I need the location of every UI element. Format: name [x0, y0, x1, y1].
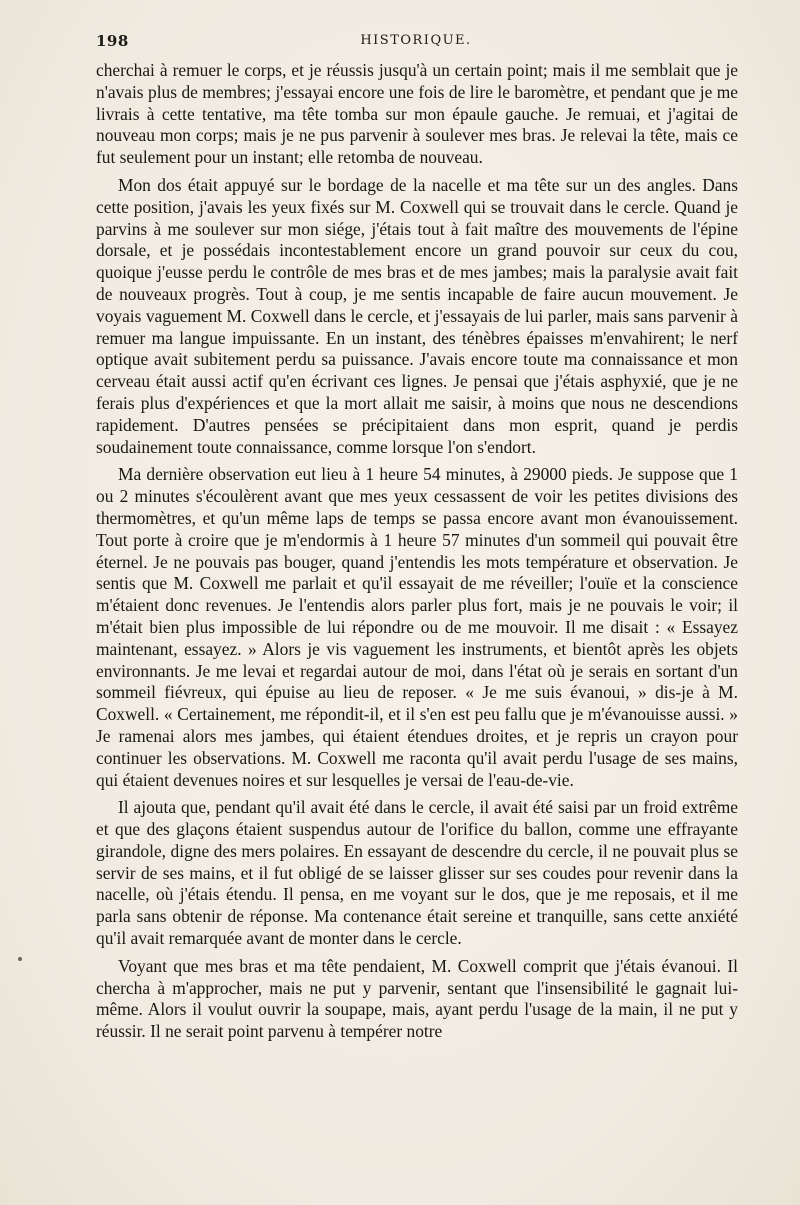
paragraph-3: Ma dernière observation eut lieu à 1 heure 54 minutes, à 29000 pieds. Je suppose que 1 ou 2 minutes s'écoulèrent avant que mes yeux cessassent de voir les petites divisions des thermomètres, et qu'un même laps de temps se passa encore avant mon évanouissement. Tout porte à croire que je m'endormis à 1 heure 57 minutes d'un sommeil qui pouvait être éternel. Je ne pouvais pas bouger, quand j'entendis les mots température et observation. Je sentis que M. Coxwell me parlait et qu'il essayait de me réveiller; l'ouïe et la conscience m'étaient donc revenues. Je l'entendis alors parler plus fort, mais je ne pouvais le voir; il m'était bien plus impossible de lui répondre ou de me mouvoir. Il me disait : « Essayez maintenant, essayez. » Alors je vis vaguement les instruments, et bientôt après les objets environnants. Je me levai et regardai autour de moi, dans l'état où je serais en sortant d'un sommeil fiévreux, qui épuise au lieu de reposer. « Je me suis évanoui, » dis-je à M. Coxwell. « Certainement, me répondit-il, et il s'en est peu fallu que je m'évanouisse aussi. » Je ramenai alors mes jambes, qui étaient étendues droites, et je repris un crayon pour continuer les observations. M. Coxwell me raconta qu'il avait perdu l'usage de ses mains, qui étaient devenues noires et sur lesquelles je versai de l'eau-de-vie.: [96, 464, 738, 790]
paragraph-4: Il ajouta que, pendant qu'il avait été dans le cercle, il avait été saisi par un froid extrême et que des glaçons étaient suspendus autour de l'orifice du ballon, comme une effrayante girandole, digne des mers polaires. En essayant de descendre du cercle, il ne pouvait plus se servir de ses mains, et il fut obligé de se laisser glisser sur ses coudes pour revenir dans la nacelle, où j'étais étendu. Il pensa, en me voyant sur le dos, que je me reposais, et il me parla sans obtenir de réponse. Ma contenance était sereine et tranquille, sans cette anxiété qu'il avait remarquée avant de monter dans le cercle.: [96, 797, 738, 949]
margin-speck: [18, 957, 22, 961]
running-title: HISTORIQUE.: [360, 33, 472, 48]
paragraph-2: Mon dos était appuyé sur le bordage de la nacelle et ma tête sur un des angles. Dans cette position, j'avais les yeux fixés sur M. Coxwell qui se trouvait dans le cercle. Quand je parvins à me soulever sur mon siége, j'étais tout à fait maître des mouvements de l'épine dorsale, et je possédais incontestablement encore un grand pouvoir sur ceux du cou, quoique j'eusse perdu le contrôle de mes bras et de mes jambes; mais la paralysie avait fait de nouveaux progrès. Tout à coup, je me sentis incapable de faire aucun mouvement. Je voyais vaguement M. Coxwell dans le cercle, et j'essayais de lui parler, mais sans parvenir à remuer ma langue impuissante. En un instant, des ténèbres épaisses m'envahirent; le nerf optique avait subitement perdu sa puissance. J'avais encore toute ma connaissance et mon cerveau était aussi actif qu'en écrivant ces lignes. Je pensai que j'étais asphyxié, que je ne ferais plus d'expériences et que la mort allait me saisir, à moins que nous ne descendions rapidement. D'autres pensées se précipitaient dans mon esprit, quand je perdis soudainement toute connaissance, comme lorsque l'on s'endort.: [96, 174, 738, 457]
paragraph-1: cherchai à remuer le corps, et je réussis jusqu'à un certain point; mais il me semblait que je n'avais plus de membres; j'essayai encore une fois de lire le baromètre, et pendant que je me livrais à cette tentative, ma tête tomba sur mon épaule gauche. Je remuai, et j'agitai de nouveau mon corps; mais je ne pus parvenir à soulever mes bras. Je relevai la tête, mais ce fut seulement pour un instant; elle retomba de nouveau.: [96, 60, 738, 168]
page-header: [96, 32, 736, 54]
text-body: [96, 60, 738, 1049]
page-number: 198: [96, 32, 129, 50]
paragraph-5: Voyant que mes bras et ma tête pendaient, M. Coxwell comprit que j'étais évanoui. Il chercha à m'approcher, mais ne put y parvenir, sentant que l'insensibilité le gagnait lui-même. Alors il voulut ouvrir la soupape, mais, ayant perdu l'usage de la main, il ne put y réussir. Il ne serait point parvenu à tempérer notre: [96, 955, 738, 1042]
